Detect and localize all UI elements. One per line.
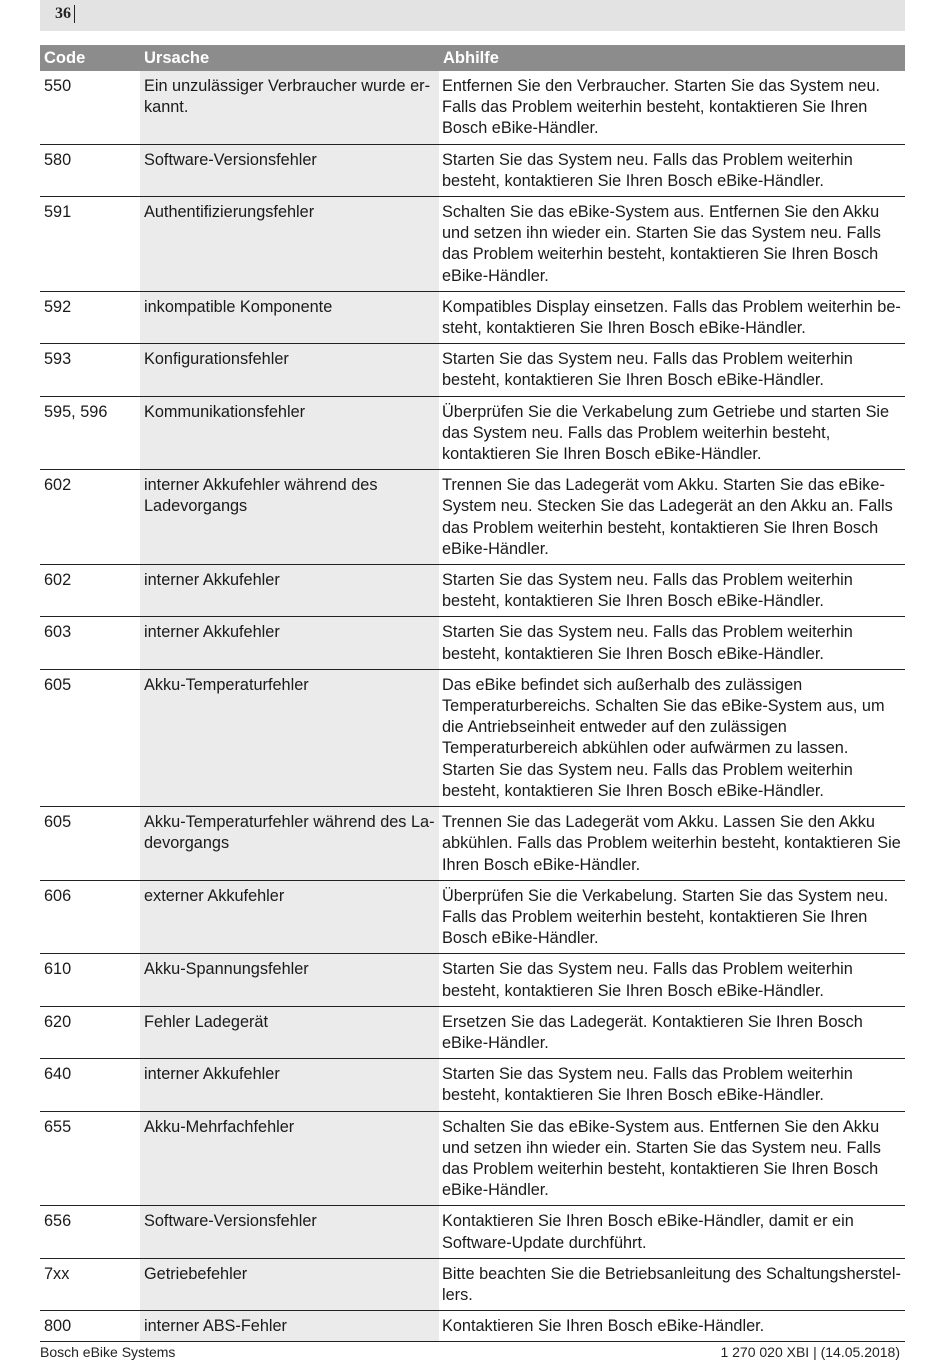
table-row xyxy=(40,197,905,292)
error-cause: Software-Versionsfehler xyxy=(140,1206,439,1257)
table-row xyxy=(40,1059,905,1111)
error-code: 580 xyxy=(44,150,72,169)
error-remedy: Trennen Sie das Ladegerät vom Akku. Lassen Sie den Akku abkühlen. Falls das Problem weiterhin besteht, kontaktieren Sie Ihren Bosch eBike-Händler. xyxy=(442,813,901,874)
error-code: 605 xyxy=(44,813,72,832)
error-code: 656 xyxy=(44,1212,72,1231)
error-remedy: Starten Sie das System neu. Falls das Problem weiterhin besteht, kontaktieren Sie Ihren Bosch eBike-Händler. xyxy=(442,623,853,663)
header-cause: Ursache xyxy=(140,45,439,71)
table-row xyxy=(40,1112,905,1207)
table-row xyxy=(40,470,905,565)
error-remedy: Schalten Sie das eBike-System aus. Entfernen Sie den Akku und setzen ihn wieder ein. Starten Sie das System neu. Falls das Problem weiterhin besteht, kontaktieren Sie Ihren Bosch eBike-Händler. xyxy=(442,1117,881,1200)
error-code: 593 xyxy=(44,350,72,369)
error-cause: Ein unzulässiger Verbraucher wurde erkannt. xyxy=(140,71,439,144)
table-row xyxy=(40,617,905,669)
error-cause: Akku-Temperaturfehler xyxy=(140,670,439,806)
error-cause: Konfigurationsfehler xyxy=(140,344,439,395)
error-code: 655 xyxy=(44,1117,72,1136)
error-code: 550 xyxy=(44,77,72,95)
table-row xyxy=(40,954,905,1006)
table-row xyxy=(40,344,905,396)
error-remedy: Starten Sie das System neu. Falls das Problem weiterhin besteht, kontaktieren Sie Ihren Bosch eBike-Händler. xyxy=(442,350,853,390)
error-remedy: Überprüfen Sie die Verkabelung. Starten Sie das System neu. Falls das Problem weiterhin besteht, kontaktieren Sie Ihren Bosch eBike-Händler. xyxy=(442,886,889,948)
error-cause: Kommunikationsfehler xyxy=(140,397,439,470)
error-cause: Getriebefehler xyxy=(140,1259,439,1310)
error-cause: Akku-Temperaturfehler während des Ladevorgangs xyxy=(140,807,439,880)
error-remedy: Starten Sie das System neu. Falls das Problem weiterhin besteht, kontaktieren Sie Ihren Bosch eBike-Händler. xyxy=(442,571,853,611)
error-remedy: Starten Sie das System neu. Falls das Problem weiterhin besteht, kontaktieren Sie Ihren Bosch eBike-Händler. xyxy=(442,1065,853,1105)
table-row xyxy=(40,71,905,145)
error-code: 605 xyxy=(44,675,72,694)
error-remedy: Überprüfen Sie die Verkabelung zum Getriebe und starten Sie das System neu. Falls das Problem weiterhin besteht, kontaktieren Sie Ihren Bosch eBike-Händler. xyxy=(442,402,890,464)
error-code: 592 xyxy=(44,297,72,316)
error-cause: interner ABS-Fehler xyxy=(140,1311,439,1341)
error-remedy: Trennen Sie das Ladegerät vom Akku. Starten Sie das eBike-System neu. Stecken Sie das Ladegerät an den Akku an. Falls das Problem weiterhin besteht, kontaktieren Sie Ihren Bosch eBike-Händler. xyxy=(442,476,893,558)
error-cause: Akku-Spannungsfehler xyxy=(140,954,439,1005)
error-code: 800 xyxy=(44,1317,72,1336)
error-code: 620 xyxy=(44,1012,72,1031)
error-cause: interner Akkufehler während des Ladevorgangs xyxy=(140,470,439,564)
error-cause: interner Akkufehler xyxy=(140,565,439,616)
footer-brand: Bosch eBike Systems xyxy=(40,1344,176,1360)
error-code: 602 xyxy=(44,476,72,495)
error-remedy: Starten Sie das System neu. Falls das Problem weiterhin besteht, kontaktieren Sie Ihren Bosch eBike-Händler. xyxy=(442,150,853,190)
table-row xyxy=(40,1007,905,1059)
error-remedy: Ersetzen Sie das Ladegerät. Kontaktieren Sie Ihren Bosch eBike-Händler. xyxy=(442,1012,863,1052)
error-code: 610 xyxy=(44,960,72,979)
error-remedy: Schalten Sie das eBike-System aus. Entfernen Sie den Akku und setzen ihn wieder ein. Starten Sie das System neu. Falls das Problem weiterhin besteht, kontaktieren Sie Ihren Bosch eBike-Händler. xyxy=(442,203,881,285)
table-header xyxy=(40,45,905,71)
table-row xyxy=(40,881,905,955)
error-code: 640 xyxy=(44,1065,72,1084)
error-cause: Fehler Ladegerät xyxy=(140,1007,439,1058)
table-body xyxy=(40,71,905,1342)
table-row xyxy=(40,1206,905,1258)
error-cause: interner Akkufehler xyxy=(140,1059,439,1110)
table-row xyxy=(40,670,905,807)
error-cause: Akku-Mehrfachfehler xyxy=(140,1112,439,1206)
error-remedy: Kontaktieren Sie Ihren Bosch eBike-Händler, damit er ein Software-Update durchführt. xyxy=(442,1212,854,1252)
error-code: 602 xyxy=(44,571,72,590)
error-cause: inkompatible Komponente xyxy=(140,292,439,343)
error-cause: Software-Versionsfehler xyxy=(140,145,439,196)
error-code: 595, 596 xyxy=(44,402,108,421)
table-row xyxy=(40,807,905,881)
error-remedy: Entfernen Sie den Verbraucher. Starten Sie das System neu. Falls das Problem weiterhin besteht, kontaktieren Sie Ihren Bosch eBike-Händler. xyxy=(442,77,881,138)
error-cause: externer Akkufehler xyxy=(140,881,439,954)
error-code-table xyxy=(40,45,905,1342)
page-header xyxy=(40,0,905,31)
header-remedy: Abhilfe xyxy=(439,45,905,71)
table-row xyxy=(40,397,905,471)
table-row xyxy=(40,145,905,197)
table-row xyxy=(40,1259,905,1311)
table-row xyxy=(40,292,905,344)
error-code: 591 xyxy=(44,203,72,222)
error-cause: interner Akkufehler xyxy=(140,617,439,668)
table-row xyxy=(40,1311,905,1342)
footer-divider xyxy=(40,1341,905,1342)
header-code: Code xyxy=(40,45,140,71)
error-cause: Authentifizierungsfehler xyxy=(140,197,439,291)
page-number: 36 xyxy=(55,5,75,23)
error-code: 606 xyxy=(44,886,72,905)
footer-doc-id: 1 270 020 XBI | (14.05.2018) xyxy=(720,1344,900,1360)
error-remedy: Starten Sie das System neu. Falls das Problem weiterhin besteht, kontaktieren Sie Ihren Bosch eBike-Händler. xyxy=(442,960,853,1000)
error-code: 7xx xyxy=(44,1264,70,1283)
table-row xyxy=(40,565,905,617)
error-remedy: Kompatibles Display einsetzen. Falls das Problem weiterhin besteht, kontaktieren Sie Ihren Bosch eBike-Händler. xyxy=(442,297,901,338)
error-remedy: Kontaktieren Sie Ihren Bosch eBike-Händler. xyxy=(442,1317,765,1336)
error-remedy: Das eBike befindet sich außerhalb des zulässigen Temperaturbereichs. Schalten Sie das eBike-System aus, um die Antriebseinheit entweder auf den zulässigen Temperaturbereich abkühlen oder aufwärmen zu lassen. Starten Sie das System neu. Falls das Problem weiterhin besteht, kontaktieren Sie Ihren Bosch eBike-Händler. xyxy=(442,675,885,800)
error-code: 603 xyxy=(44,623,72,642)
error-remedy: Bitte beachten Sie die Betriebsanleitung des Schaltungsherstellers. xyxy=(442,1264,901,1304)
